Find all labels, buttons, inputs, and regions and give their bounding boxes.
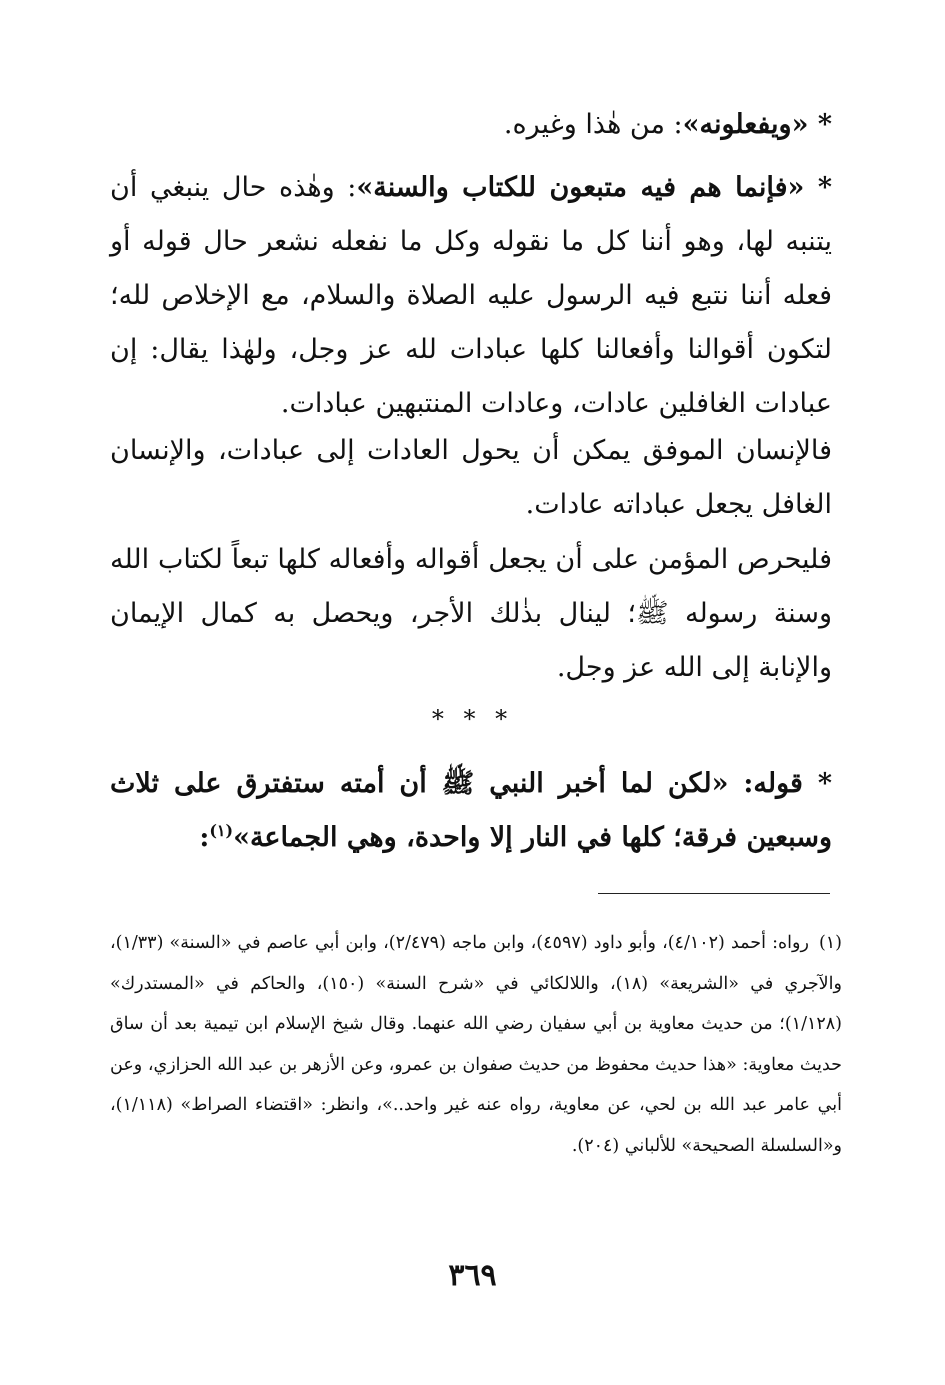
paragraph-4-text: فليحرص المؤمن على أن يجعل أقواله وأفعاله كلها تبعاً لكتاب الله وسنة رسوله ﷺ؛ لينال بذٰلك الأجر، ويحصل به كمال الإيمان والإنابة إلى الله عز وجل. (110, 544, 832, 683)
footnote-marker: (١) (818, 933, 842, 953)
section-separator: * * * (431, 705, 514, 733)
paragraph-5 (110, 757, 832, 865)
paragraph-3 (110, 424, 832, 532)
paragraph-4 (110, 533, 832, 695)
paragraph-5-text: * قوله: «لكن لما أخبر النبي ﷺ أن أمته ستفترق على ثلاث وسبعين فرقة؛ كلها في النار إلا واحدة، وهي الجماعة» (110, 768, 832, 853)
footnote (110, 923, 842, 1166)
paragraph-2-lead: * «فإنما هم فيه متبعون للكتاب والسنة» (356, 172, 832, 203)
footnote-divider (598, 893, 830, 894)
paragraph-1-text: : من هٰذا وغيره. (503, 109, 683, 140)
paragraph-1-lead: * «ويفعلونه» (682, 109, 832, 140)
paragraph-3-text: فالإنسان الموفق يمكن أن يحول العادات إلى عبادات، والإنسان الغافل يجعل عباداته عادات. (110, 435, 832, 520)
paragraph-2 (110, 161, 832, 431)
footnote-text: رواه: أحمد (٤/١٠٢)، وأبو داود (٤٥٩٧)، وابن ماجه (٢/٤٧٩)، وابن أبي عاصم في «السنة» (١/٣٣)، والآجري في «الشريعة» (١٨)، واللالكائي في «شرح السنة» (١٥٠)، والحاكم في «المستدرك» (١/١٢٨)؛ من حديث معاوية بن أبي سفيان رضي الله عنهما. وقال شيخ الإسلام ابن تيمية بعد أن ساق حديث معاوية: «هذا حديث محفوظ من حديث صفوان بن عمرو، وعن الأزهر بن عبد الله الحزازي، وعن أبي عامر عبد الله بن لحي، عن معاوية، رواه عنه غير واحد..»، وانظر: «اقتضاء الصراط» (١/١١٨)، و«السلسلة الصحيحة» للألباني (٢٠٤). (110, 933, 842, 1156)
paragraph-5-tail: : (199, 822, 210, 853)
paragraph-1 (110, 98, 832, 152)
paragraph-2-text: : وهٰذه حال ينبغي أن يتنبه لها، وهو أننا كل ما نقوله وكل ما نفعله نشعر حال قوله أو فعله أننا نتبع فيه الرسول عليه الصلاة والسلام، مع الإخلاص لله؛ لتكون أقوالنا وأفعالنا كلها عبادات لله عز وجل، ولهٰذا يقال: إن عبادات الغافلين عادات، وعادات المنتبهين عبادات. (110, 172, 832, 419)
page-number: ٣٦٩ (448, 1258, 497, 1293)
footnote-reference[interactable]: (١) (209, 821, 234, 840)
